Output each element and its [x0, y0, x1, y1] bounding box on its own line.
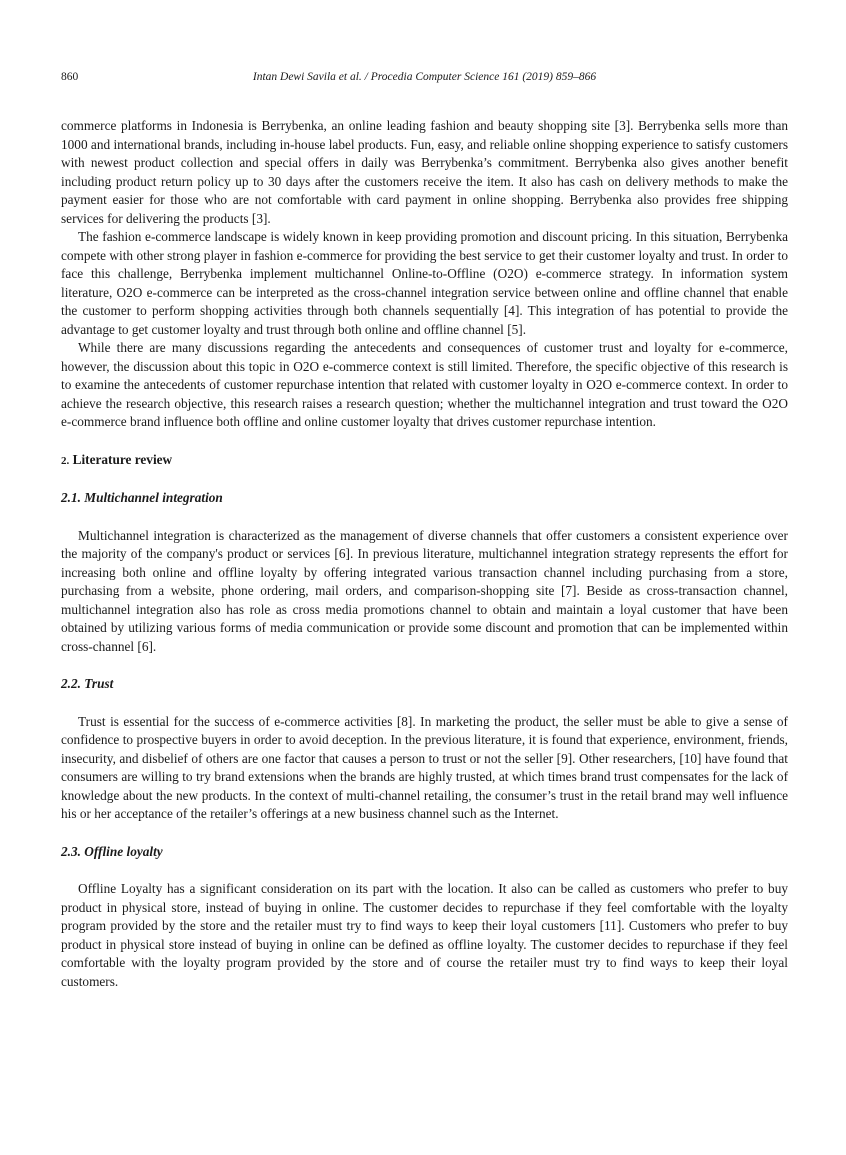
- subsection-heading-trust: 2.2. Trust: [61, 676, 114, 691]
- section-number: 2.: [61, 454, 70, 467]
- running-head: Intan Dewi Savila et al. / Procedia Computer Science 161 (2019) 859–866: [252, 71, 597, 83]
- multichannel-integration-paragraph: Multichannel integration is characterized as the management of diverse channels that offer customers a consistent experience over the majority of the company's product or services [6]. In previous literature, multichannel integration strategy represents the effort for increasing both online and offline loyalty by offering integrated various transaction channel including purchasing from a store, purchasing from a website, phone ordering, mail orders, and comparison-shopping site [7]. Beside as cross-transaction channel, multichannel integration also has role as cross media promotions channel to obtain and maintain a loyal customer that have been obtained by utilizing various forms of media communication or provide some discount and promotion that can be implemented within cross-channel [6].: [61, 527, 788, 654]
- page-header: [61, 62, 788, 82]
- page-number: 860: [61, 71, 79, 83]
- subsection-heading-multichannel-integration: 2.1. Multichannel integration: [61, 490, 223, 505]
- section-title: Literature review: [72, 451, 173, 467]
- intro-paragraph-1: commerce platforms in Indonesia is Berrybenka, an online leading fashion and beauty shopping site [3]. Berrybenka sells more than 1000 and international brands, including in-house label products. Fun, easy, and reliable online shopping experience to satisfy customers with newest product collection and special offers in daily was Berrybenka’s commitment. Berrybenka also gives another benefit including product return policy up to 30 days after the customers receive the item. It also has cash on delivery methods to make the payment easier for those who are not comfortable with card payment in online shopping. Berrybenka also provides free shipping services for delivering the products [3].: [61, 118, 788, 226]
- offline-loyalty-paragraph: Offline Loyalty has a significant consideration on its part with the location. It also can be called as customers who prefer to buy product in physical store, instead of buying in online. The customer decides to repurchase if they feel comfortable with the loyalty program provided by the store and the retailer must try to find ways to keep their loyal customers [11]. Customers who prefer to buy product in physical store instead of buying in online can be defined as offline loyalty. The customer decides to repurchase if they feel comfortable with the loyalty program provided by the store and of course the retailer must try to find ways to keep their loyal customers.: [61, 881, 788, 989]
- trust-paragraph: Trust is essential for the success of e-commerce activities [8]. In marketing the product, the seller must be able to give a sense of confidence to prospective buyers in order to avoid deception. In the previous literature, it is found that experience, environment, friends, insecurity, and disbelief of others are one factor that causes a person to trust or not the seller [9]. Other researchers, [10] have found that consumers are willing to try brand extensions when the brands are highly trusted, at which times brand trust compensates for the lack of knowledge about the new products. In the context of multi-channel retailing, the consumer’s trust in the retail brand may well influence his or her acceptance of the retailer’s offerings at a new business channel such as the Internet.: [61, 713, 788, 821]
- page: [61, 62, 788, 991]
- intro-paragraph-3: While there are many discussions regarding the antecedents and consequences of customer trust and loyalty for e-commerce, however, the discussion about this topic in O2O e-commerce context is still limited. Therefore, the specific objective of this research is to examine the antecedents of customer repurchase intention that related with customer loyalty in O2O e-commerce context. In order to achieve the research objective, this research raises a research question; whether the multichannel integration and trust toward the O2O e-commerce brand influence both offline and online customer loyalty that drives customer repurchase intention.: [61, 340, 788, 429]
- article-body: [61, 117, 788, 991]
- subsection-heading-offline-loyalty: 2.3. Offline loyalty: [61, 843, 163, 859]
- section-heading-literature-review: [61, 451, 788, 471]
- intro-paragraph-2: The fashion e-commerce landscape is widely known in keep providing promotion and discount pricing. In this situation, Berrybenka compete with other strong player in fashion e-commerce for providing the best service to get their customer loyalty and trust. In order to face this challenge, Berrybenka implement multichannel Online-to-Offline (O2O) e-commerce strategy. In information system literature, O2O e-commerce can be interpreted as the cross-channel integration service between online and offline channel that enable the customer to perform shopping activities through both channels sequentially [4]. This integration of has potential to provide the advantage to get customer loyalty and trust through both online and offline channel [5].: [61, 229, 788, 337]
